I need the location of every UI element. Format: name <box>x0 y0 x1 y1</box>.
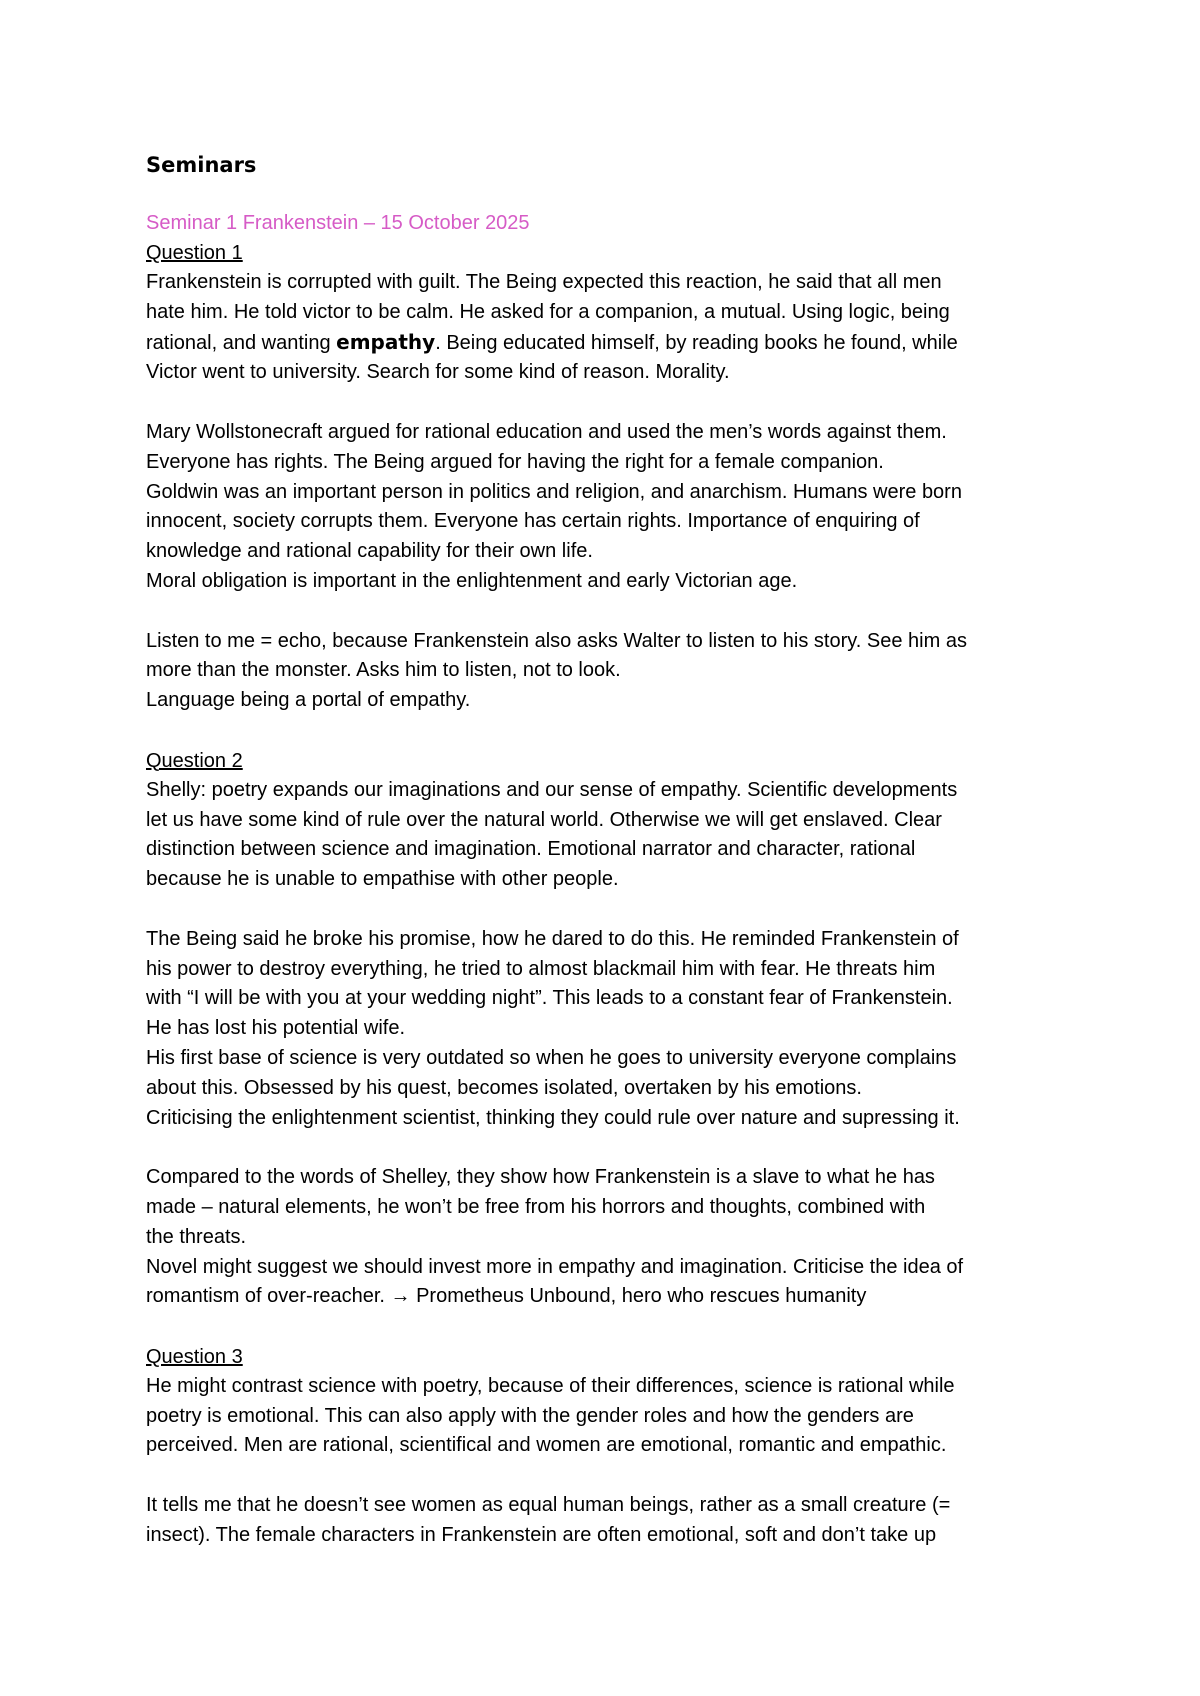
text-line: Goldwin was an important person in politics and religion, and anarchism. Humans were born <box>146 480 962 503</box>
text-line: Criticising the enlightenment scientist, thinking they could rule over nature and supressing it. <box>146 1106 960 1129</box>
text-line: with “I will be with you at your wedding night”. This leads to a constant fear of Frankenstein. <box>146 987 953 1010</box>
bold-term: empathy <box>336 329 436 354</box>
text-line: knowledge and rational capability for their own life. <box>146 540 593 563</box>
text-line <box>146 328 1086 359</box>
text-line: let us have some kind of rule over the natural world. Otherwise we will get enslaved. Clear <box>146 808 942 831</box>
question-2-paragraph-2 <box>146 925 1086 1134</box>
text-line: Victor went to university. Search for some kind of reason. Morality. <box>146 361 730 384</box>
text-line: insect). The female characters in Frankenstein are often emotional, soft and don’t take up <box>146 1523 937 1546</box>
question-3-paragraph-2 <box>146 1491 1086 1551</box>
question-2-heading: Question 2 <box>146 749 243 772</box>
question-1-paragraph-2 <box>146 418 1086 597</box>
document-page <box>146 150 1086 1551</box>
question-1-paragraph-1 <box>146 268 1086 388</box>
text-line: innocent, society corrupts them. Everyone has certain rights. Importance of enquiring of <box>146 510 920 533</box>
text-line: The Being said he broke his promise, how he dared to do this. He reminded Frankenstein of <box>146 927 959 950</box>
text-line: It tells me that he doesn’t see women as equal human beings, rather as a small creature (= <box>146 1494 951 1517</box>
text-line: Novel might suggest we should invest more in empathy and imagination. Criticise the idea of <box>146 1255 964 1278</box>
seminar-heading: Seminar 1 Frankenstein – 15 October 2025 <box>146 212 530 234</box>
text-line: Moral obligation is important in the enlightenment and early Victorian age. <box>146 569 798 592</box>
text-line: Mary Wollstonecraft argued for rational education and used the men’s words against them. <box>146 420 947 443</box>
text-line: Everyone has rights. The Being argued for having the right for a female companion. <box>146 450 884 473</box>
text-line: romantism of over-reacher. → Prometheus Unbound, hero who rescues humanity <box>146 1285 867 1308</box>
text-line: made – natural elements, he won’t be free from his horrors and thoughts, combined with <box>146 1195 926 1218</box>
question-2-paragraph-1 <box>146 776 1086 895</box>
text-line: about this. Obsessed by his quest, becomes isolated, overtaken by his emotions. <box>146 1076 862 1099</box>
question-1-heading: Question 1 <box>146 242 243 264</box>
text-line: Listen to me = echo, because Frankenstein also asks Walter to listen to his story. See him as <box>146 629 967 652</box>
question-2-paragraph-3 <box>146 1163 1086 1312</box>
text-segment: rational, and wanting <box>146 331 337 354</box>
text-line: the threats. <box>146 1225 247 1248</box>
text-line: because he is unable to empathise with other people. <box>146 868 619 891</box>
text-line: his power to destroy everything, he tried to almost blackmail him with fear. He threats him <box>146 957 936 980</box>
text-line: perceived. Men are rational, scientifical and women are emotional, romantic and empathic. <box>146 1434 947 1457</box>
question-1-paragraph-3 <box>146 627 1086 716</box>
text-line: more than the monster. Asks him to listen, not to look. <box>146 659 621 682</box>
question-3-paragraph-1 <box>146 1372 1086 1461</box>
text-line: He might contrast science with poetry, because of their differences, science is rational while <box>146 1374 955 1397</box>
text-line: distinction between science and imagination. Emotional narrator and character, rational <box>146 838 916 861</box>
text-line: Language being a portal of empathy. <box>146 689 471 712</box>
text-line: His first base of science is very outdated so when he goes to university everyone complains <box>146 1046 957 1069</box>
page-title: Seminars <box>146 153 257 177</box>
text-line: Shelly: poetry expands our imaginations and our sense of empathy. Scientific developments <box>146 778 958 801</box>
text-line: poetry is emotional. This can also apply with the gender roles and how the genders are <box>146 1404 914 1427</box>
text-line: hate him. He told victor to be calm. He asked for a companion, a mutual. Using logic, being <box>146 300 950 323</box>
text-line: He has lost his potential wife. <box>146 1017 406 1040</box>
text-segment: . Being educated himself, by reading books he found, while <box>435 331 958 354</box>
text-line: Frankenstein is corrupted with guilt. The Being expected this reaction, he said that all men <box>146 271 942 293</box>
text-line: Compared to the words of Shelley, they show how Frankenstein is a slave to what he has <box>146 1166 935 1189</box>
question-3-heading: Question 3 <box>146 1345 243 1368</box>
